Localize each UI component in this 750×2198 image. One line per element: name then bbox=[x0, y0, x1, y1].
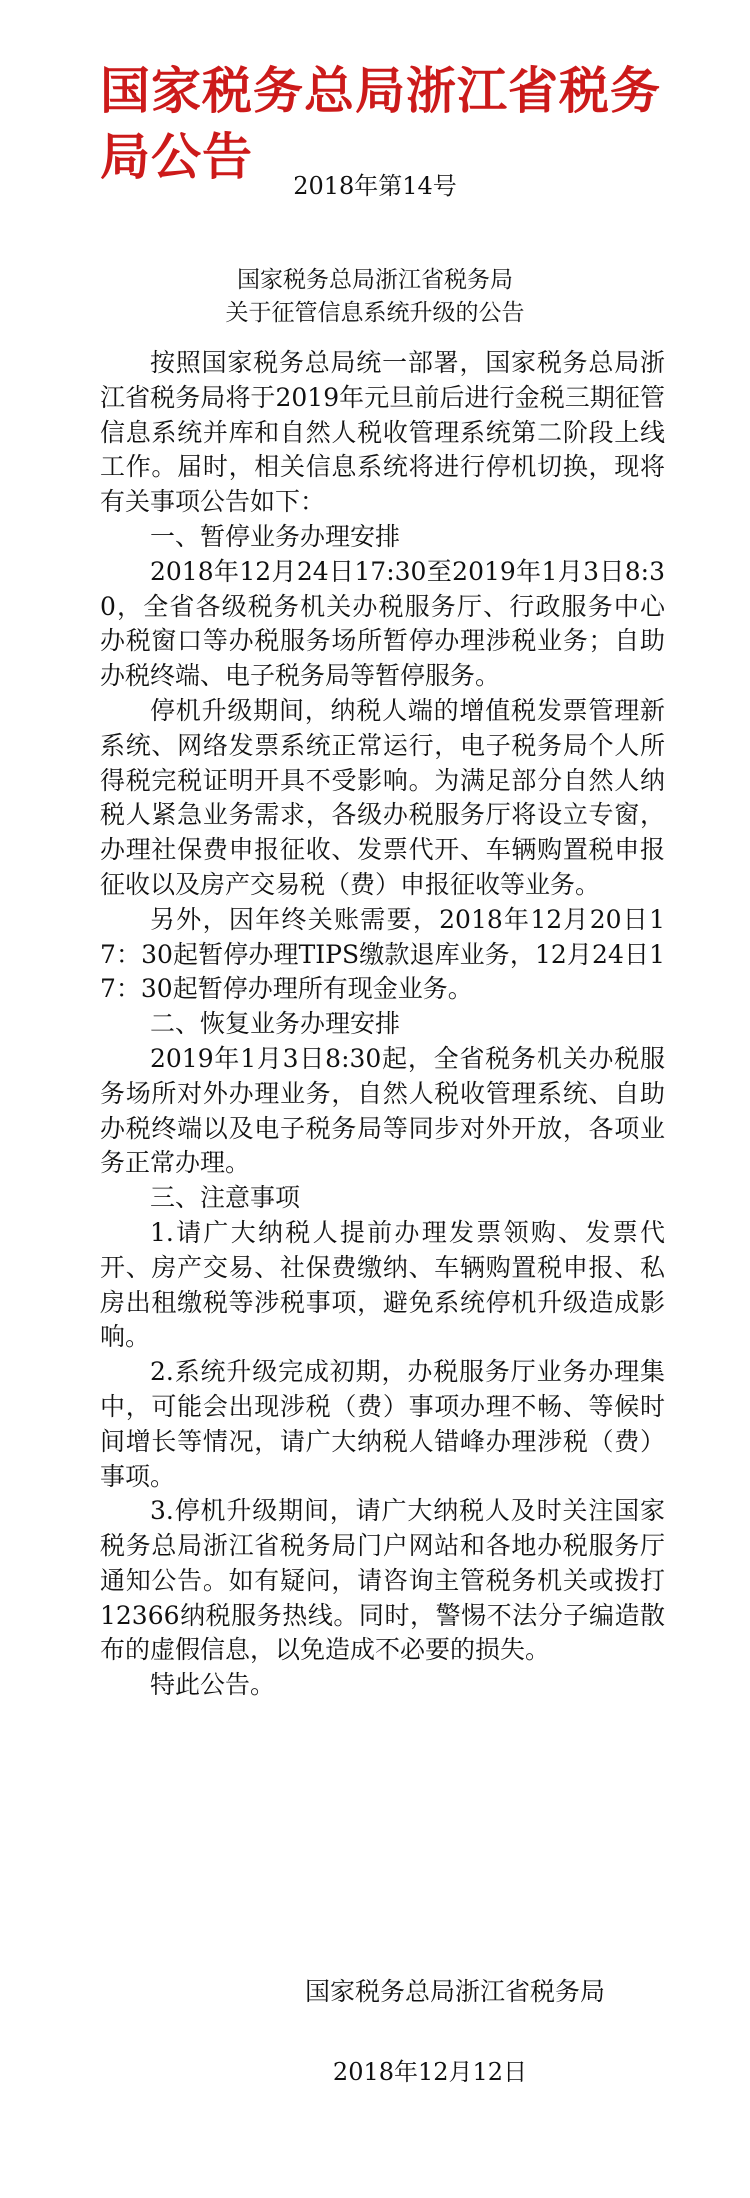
signature-organization: 国家税务总局浙江省税务局 bbox=[305, 1977, 606, 2006]
page-title: 国家税务总局浙江省税务局公告 bbox=[100, 62, 661, 186]
paragraph-note-3: 3.停机升级期间，请广大纳税人及时关注国家税务总局浙江省税务局门户网站和各地办税服务厅通知公告。如有疑问，请咨询主管税务机关或拨打12366纳税服务热线。同时，警惕不法分子编造散布的虚假信息，以免造成不必要的损失。 bbox=[100, 1496, 665, 1665]
paragraph-resumption: 2019年1月3日8:30起，全省税务机关办税服务场所对外办理业务，自然人税收管理系统、自助办税终端以及电子税务局等同步对外开放，各项业务正常办理。 bbox=[100, 1043, 665, 1178]
heading-subject: 关于征管信息系统升级的公告 bbox=[225, 300, 525, 326]
section-heading-suspension: 一、暂停业务办理安排 bbox=[150, 521, 401, 551]
paragraph-downtime-services: 停机升级期间，纳税人端的增值税发票管理新系统、网络发票系统正常运行，电子税务局个人所得税完税证明开具不受影响。为满足部分自然人纳税人紧急业务需求，各级办税服务厅将设立专窗，办理社保费申报征收、发票代开、车辆购置税申报征收以及房产交易税（费）申报征收等业务。 bbox=[100, 695, 665, 899]
paragraph-closing: 特此公告。 bbox=[150, 1670, 276, 1700]
document-number: 2018年第14号 bbox=[293, 172, 457, 200]
paragraph-suspension-schedule: 2018年12月24日17:30至2019年1月3日8:30，全省各级税务机关办税服务厅、行政服务中心办税窗口等办税服务场所暂停办理涉税业务；自助办税终端、电子税务局等暂停服务。 bbox=[100, 556, 665, 691]
heading-organization: 国家税务总局浙江省税务局 bbox=[237, 267, 513, 293]
signature-date: 2018年12月12日 bbox=[332, 2058, 528, 2086]
paragraph-note-2: 2.系统升级完成初期，办税服务厅业务办理集中，可能会出现涉税（费）事项办理不畅、等候时间增长等情况，请广大纳税人错峰办理涉税（费）事项。 bbox=[100, 1357, 665, 1491]
paragraph-year-end: 另外，因年终关账需要，2018年12月20日17：30起暂停办理TIPS缴款退库业务，12月24日17：30起暂停办理所有现金业务。 bbox=[100, 904, 665, 1004]
section-heading-notes: 三、注意事项 bbox=[150, 1183, 301, 1213]
section-heading-resumption: 二、恢复业务办理安排 bbox=[150, 1009, 401, 1039]
paragraph-intro: 按照国家税务总局统一部署，国家税务总局浙江省税务局将于2019年元旦前后进行金税三期征管信息系统并库和自然人税收管理系统第二阶段上线工作。届时，相关信息系统将进行停机切换，现将有关事项公告如下： bbox=[100, 348, 665, 517]
paragraph-note-1: 1.请广大纳税人提前办理发票领购、发票代开、房产交易、社保费缴纳、车辆购置税申报、私房出租缴税等涉税事项，避免系统停机升级造成影响。 bbox=[100, 1217, 665, 1352]
announcement-body bbox=[100, 346, 665, 1703]
